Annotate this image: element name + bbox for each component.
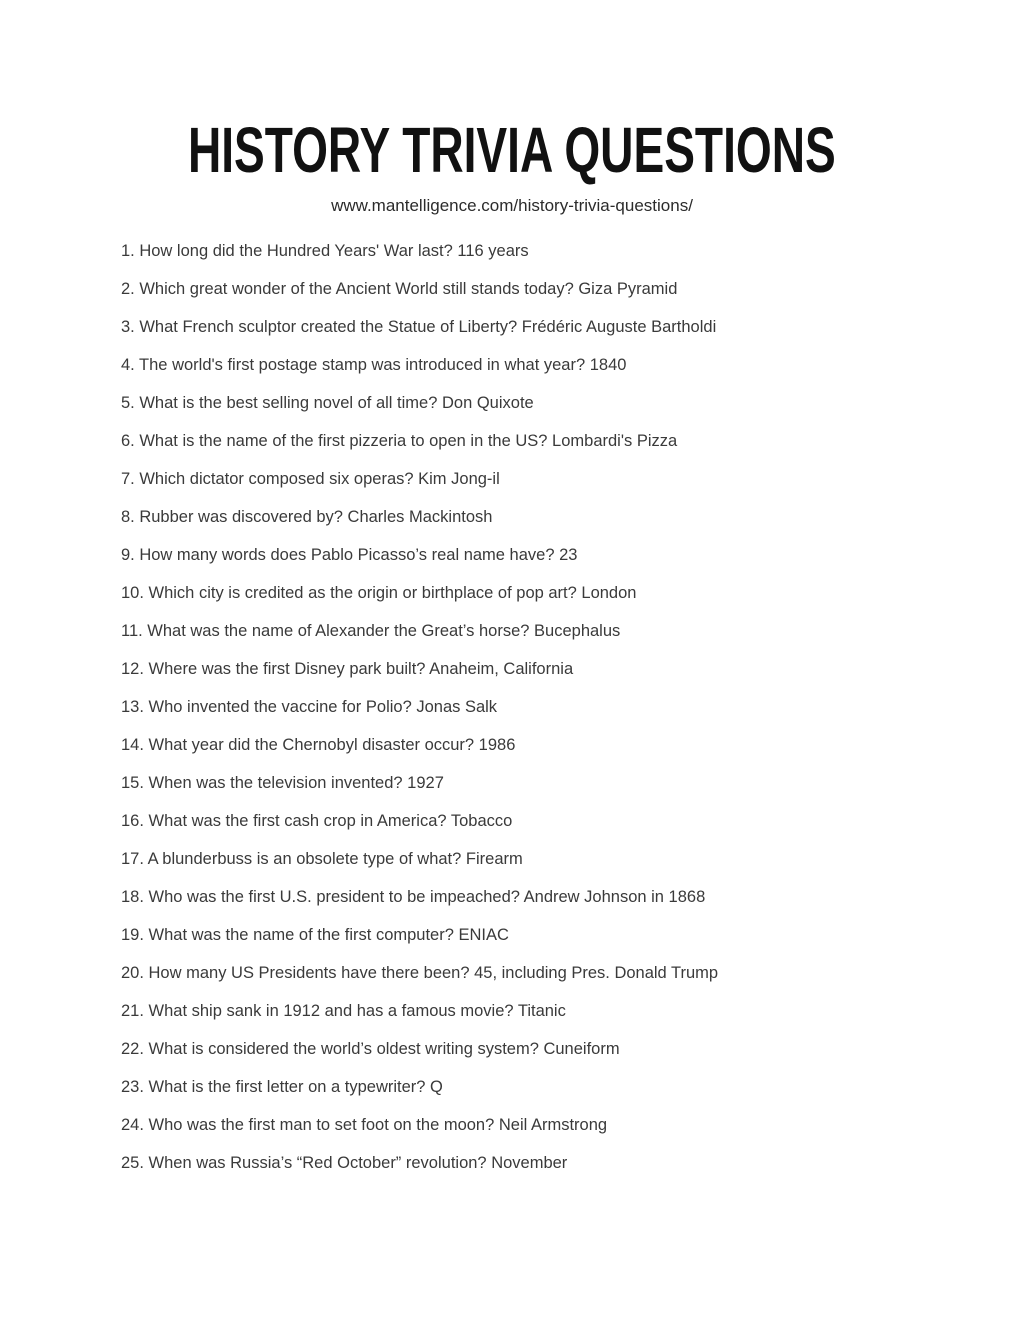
trivia-question-item: 13. Who invented the vaccine for Polio? Jonas Salk xyxy=(121,698,498,716)
trivia-question-item: 1. How long did the Hundred Years' War last? 116 years xyxy=(121,242,529,260)
page-title-text: HISTORY TRIVIA QUESTIONS xyxy=(188,114,836,186)
trivia-question-item: 17. A blunderbuss is an obsolete type of what? Firearm xyxy=(121,850,523,868)
trivia-question-item: 7. Which dictator composed six operas? Kim Jong-il xyxy=(121,470,500,488)
trivia-question-item: 15. When was the television invented? 1927 xyxy=(121,774,444,792)
trivia-question-item: 3. What French sculptor created the Statue of Liberty? Frédéric Auguste Bartholdi xyxy=(121,318,717,336)
trivia-question-item: 23. What is the first letter on a typewriter? Q xyxy=(121,1078,443,1096)
page-title xyxy=(0,114,1024,186)
document-header xyxy=(0,0,1024,216)
page-url: www.mantelligence.com/history-trivia-questions/ xyxy=(331,196,693,215)
trivia-question-item: 6. What is the name of the first pizzeria to open in the US? Lombardi's Pizza xyxy=(121,432,678,450)
trivia-question-item: 16. What was the first cash crop in America? Tobacco xyxy=(121,812,513,830)
trivia-question-item: 24. Who was the first man to set foot on the moon? Neil Armstrong xyxy=(121,1116,608,1134)
trivia-question-item: 25. When was Russia’s “Red October” revolution? November xyxy=(121,1154,568,1172)
trivia-question-item: 11. What was the name of Alexander the Great’s horse? Bucephalus xyxy=(121,622,621,640)
trivia-question-item: 18. Who was the first U.S. president to be impeached? Andrew Johnson in 1868 xyxy=(121,888,706,906)
trivia-question-item: 14. What year did the Chernobyl disaster occur? 1986 xyxy=(121,736,516,754)
trivia-question-item: 19. What was the name of the first computer? ENIAC xyxy=(121,926,509,944)
trivia-question-item: 10. Which city is credited as the origin or birthplace of pop art? London xyxy=(121,584,637,602)
trivia-question-item: 21. What ship sank in 1912 and has a famous movie? Titanic xyxy=(121,1002,566,1020)
trivia-question-item: 9. How many words does Pablo Picasso’s real name have? 23 xyxy=(121,546,578,564)
trivia-question-item: 2. Which great wonder of the Ancient World still stands today? Giza Pyramid xyxy=(121,280,678,298)
trivia-question-list xyxy=(0,243,1024,1172)
trivia-question-item: 8. Rubber was discovered by? Charles Mackintosh xyxy=(121,508,493,526)
trivia-question-item: 12. Where was the first Disney park built? Anaheim, California xyxy=(121,660,574,678)
trivia-question-item: 20. How many US Presidents have there been? 45, including Pres. Donald Trump xyxy=(121,964,719,982)
trivia-question-item: 22. What is considered the world’s oldest writing system? Cuneiform xyxy=(121,1040,620,1058)
trivia-question-item: 4. The world's first postage stamp was introduced in what year? 1840 xyxy=(121,356,627,374)
trivia-question-item: 5. What is the best selling novel of all time? Don Quixote xyxy=(121,394,534,412)
